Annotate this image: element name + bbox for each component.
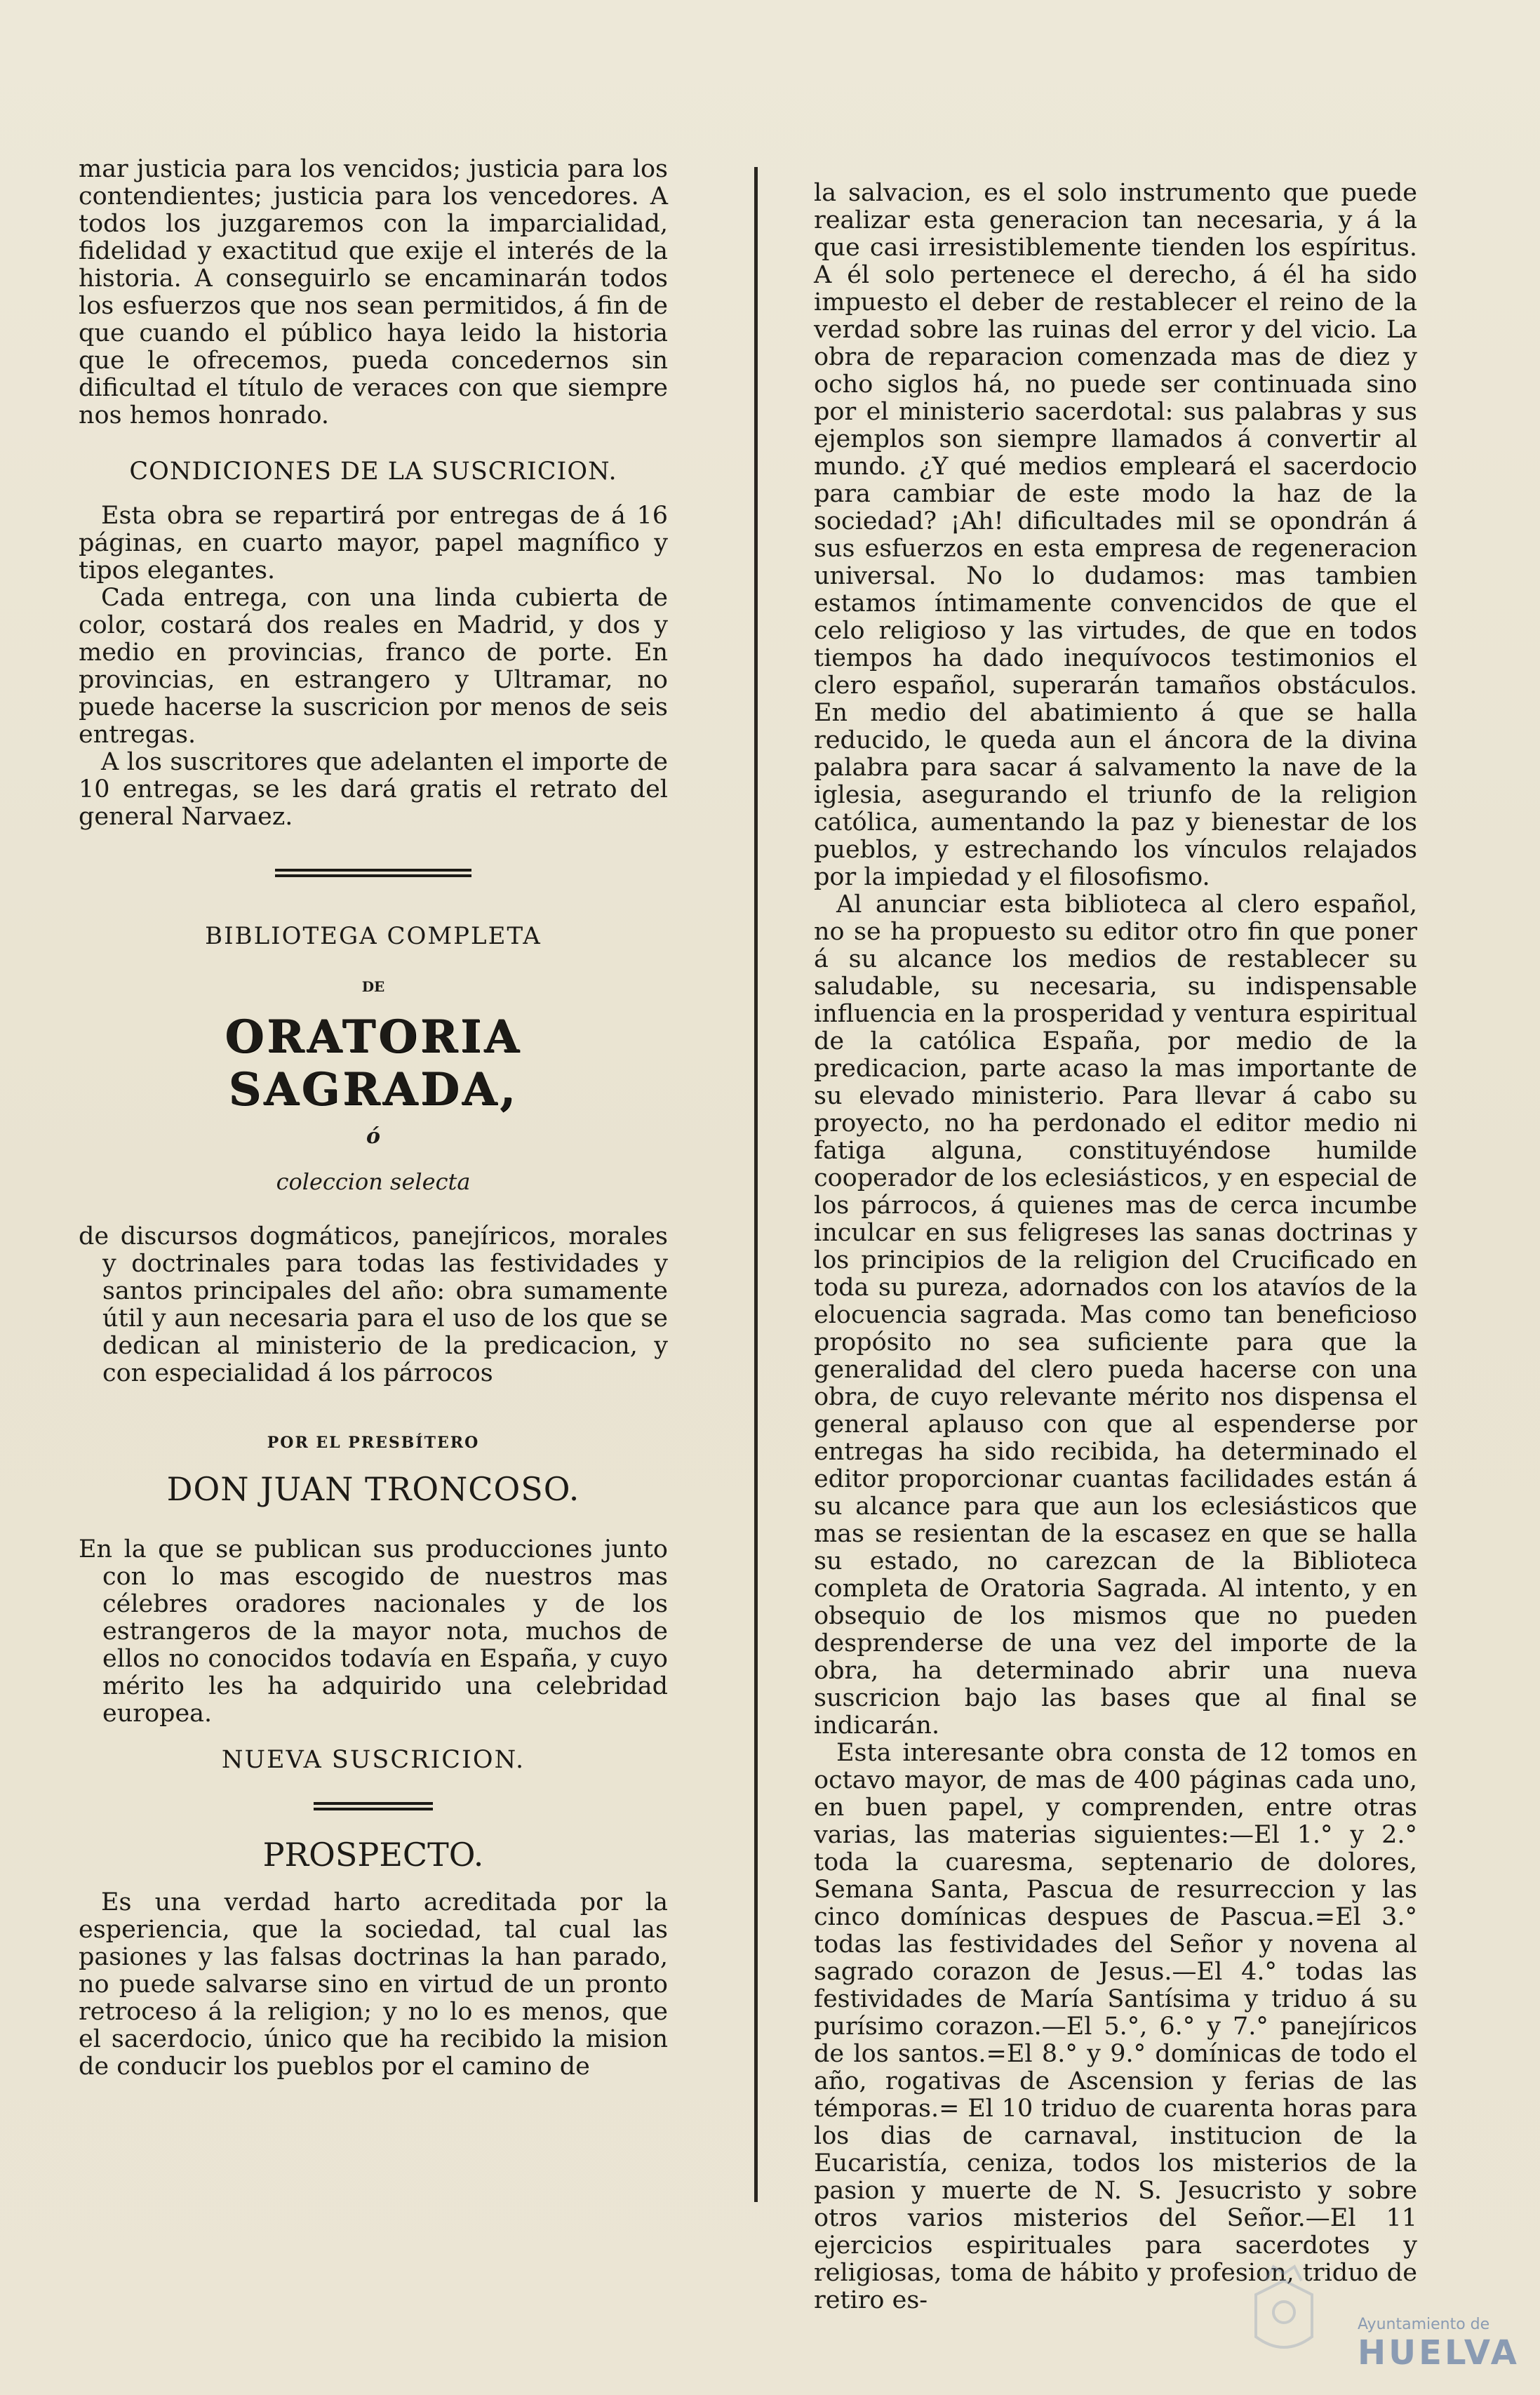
nueva-suscricion-heading: NUEVA SUSCRICION. — [221, 1746, 525, 1774]
column-divider — [754, 167, 758, 2202]
watermark-big-text: HUELVA — [1358, 2333, 1520, 2373]
oratoria-title: ORATORIA SAGRADA, — [225, 1010, 522, 1116]
de-label: DE — [361, 978, 385, 995]
right-paragraph-1: la salvacion, es el solo instrumento que puede realizar esta generacion tan necesaria, y á la que casi irresistiblemente tienden los espíritus. A él solo pertenece el derecho, á él ha sido impuesto el deber de restablecer el reino de la verdad sobre las ruinas del error y del vicio. La obra de reparacion comenzada mas de diez y ocho siglos há, no puede ser continuada sino por el ministerio sacerdotal: sus palabras y sus ejemplos son siempre llamados á convertir al mundo. ¿Y qué medios empleará el sacerdocio para cambiar de este modo la haz de la sociedad? ¡Ah! dificultades mil se opondrán á sus esfuerzos en esta empresa de regeneracion universal. No lo dudamos: mas tambien estamos íntimamente convencidos de que el celo religioso y las virtudes, de que en todos tiempos ha dado inequívocos testimonios el clero español, superarán tamaños obstáculos. En medio del abatimiento á que se halla reducido, le queda aun el áncora de la divina palabra para sacar á salvamento la nave de la iglesia, asegurando el triunfo de la religion católica, aumentando la paz y bienestar de los pueblos, y estrechando los vínculos relajados por la impiedad y el filosofismo. — [814, 179, 1417, 891]
right-paragraph-2: Al anunciar esta biblioteca al clero español, no se ha propuesto su editor otro fin que poner á su alcance los medios de restablecer su saludable, su necesaria, su indispensable influencia en la prosperidad y ventura espiritual de la católica España, por medio de la predicacion, parte acaso la mas importante de su elevado ministerio. Para llevar á cabo su proyecto, no ha perdonado el editor medio ni fatiga alguna, constituyéndose humilde cooperador de los eclesiásticos, y en especial de los párrocos, á quienes mas de cerca incumbe inculcar en sus feligreses las sanas doctrinas y los principios de la religion del Crucificado en toda su pureza, adornados con los atavíos de la elocuencia sagrada. Mas como tan beneficioso propósito no sea suficiente para que la generalidad del clero pueda hacerse con una obra, de cuyo relevante mérito nos dispensa el general aplauso con que al espenderse por entregas ha sido recibida, ha determinado el editor proporcionar cuantas facilidades están á su alcance para que aun los eclesiásticos que mas se resientan de la escasez en que se halla su estado, no carezcan de la Biblioteca completa de Oratoria Sagrada. Al intento, y en obsequio de los mismos que no pueden desprenderse de una vez del importe de la obra, ha determinado abrir una nueva suscricion bajo las bases que al final se indicarán. — [814, 890, 1417, 1740]
conditions-paragraph-1: Esta obra se repartirá por entregas de á 16 páginas, en cuarto mayor, papel magnífico y tipos elegantes. — [79, 502, 668, 585]
por-label: POR EL PRESBÍTERO — [267, 1434, 480, 1452]
author-name: DON JUAN TRONCOSO. — [166, 1470, 580, 1508]
prospecto-paragraph: Es una verdad harto acreditada por la esperiencia, que la sociedad, tal cual las pasiones y las falsas doctrinas la han parado, no puede salvarse sino en virtud de un pronto retroceso á la religion; y no lo es menos, que el sacerdocio, único que ha recibido la mision de conducir los pueblos por el camino de — [79, 1888, 668, 2081]
work-description: de discursos dogmáticos, panejíricos, morales y doctrinales para todas las festividades y santos principales del año: obra sumamente útil y aun necesaria para el uso de los que se dedican al ministerio de la predicacion, y con especialidad á los párrocos — [79, 1222, 668, 1387]
watermark-small-text: Ayuntamiento de — [1358, 2316, 1490, 2333]
short-double-rule — [314, 1802, 433, 1810]
conditions-paragraph-3: A los suscritores que adelanten el importe de 10 entregas, se les dará gratis el retrato del general Narvaez. — [79, 748, 668, 831]
intro-paragraph: mar justicia para los vencidos; justicia para los contendientes; justicia para los vencedores. A todos los juzgaremos con la imparcialidad, fidelidad y exactitud que exije el interés de la historia. A conseguirlo se encaminarán todos los esfuerzos que nos sean permitidos, á fin de que cuando el público haya leido la historia que le ofrecemos, pueda concedernos sin dificultad el título de veraces con que siempre nos hemos honrado. — [79, 155, 668, 429]
right-column — [814, 180, 1417, 2314]
biblioteca-title: BIBLIOTEGA COMPLETA — [205, 922, 542, 950]
o-label: ó — [366, 1124, 380, 1149]
prospecto-heading: PROSPECTO. — [262, 1836, 484, 1874]
right-paragraph-3: Esta interesante obra consta de 12 tomos en octavo mayor, de mas de 400 páginas cada uno, en buen papel, y comprenden, entre otras varias, las materias siguientes:—El 1.° y 2.° toda la cuaresma, septenario de dolores, Semana Santa, Pascua de resurreccion y las cinco domínicas despues de Pascua.=El 3.° todas las festividades del Señor y novena al sagrado corazon de Jesus.—El 4.° todas las festividades de María Santísima y triduo á su purísimo corazon.—El 5.°, 6.° y 7.° panejíricos de los santos.=El 8.° y 9.° domínicas de todo el año, rogativas de Ascension y ferias de las témporas.= El 10 triduo de cuarenta horas para los dias de carnaval, institucion de la Eucaristía, ceniza, todos los misterios de la pasion y muerte de N. S. Jesucristo y sobre otros varios misterios del Señor.—El 11 ejercicios espirituales para sacerdotes y religiosas, toma de hábito y profesion, triduo de retiro es- — [814, 1739, 1417, 2314]
double-rule-divider — [275, 869, 471, 877]
conditions-paragraph-2: Cada entrega, con una linda cubierta de color, costará dos reales en Madrid, y dos y medio en provincias, franco de porte. En provincias, en estrangero y Ultramar, no puede hacerse la suscricion por menos de seis entregas. — [79, 584, 668, 749]
left-column — [79, 156, 668, 2081]
coleccion-subtitle: coleccion selecta — [276, 1168, 471, 1195]
conditions-heading: CONDICIONES DE LA SUSCRICION. — [129, 458, 617, 486]
huelva-watermark — [1358, 2316, 1520, 2373]
publication-note: En la que se publican sus producciones junto con lo mas escogido de nuestros mas célebres oradores nacionales y de los estrangeros de la mayor nota, muchos de ellos no conocidos todavía en España, y cuyo mérito les ha adquirido una celebridad europea. — [79, 1535, 668, 1728]
